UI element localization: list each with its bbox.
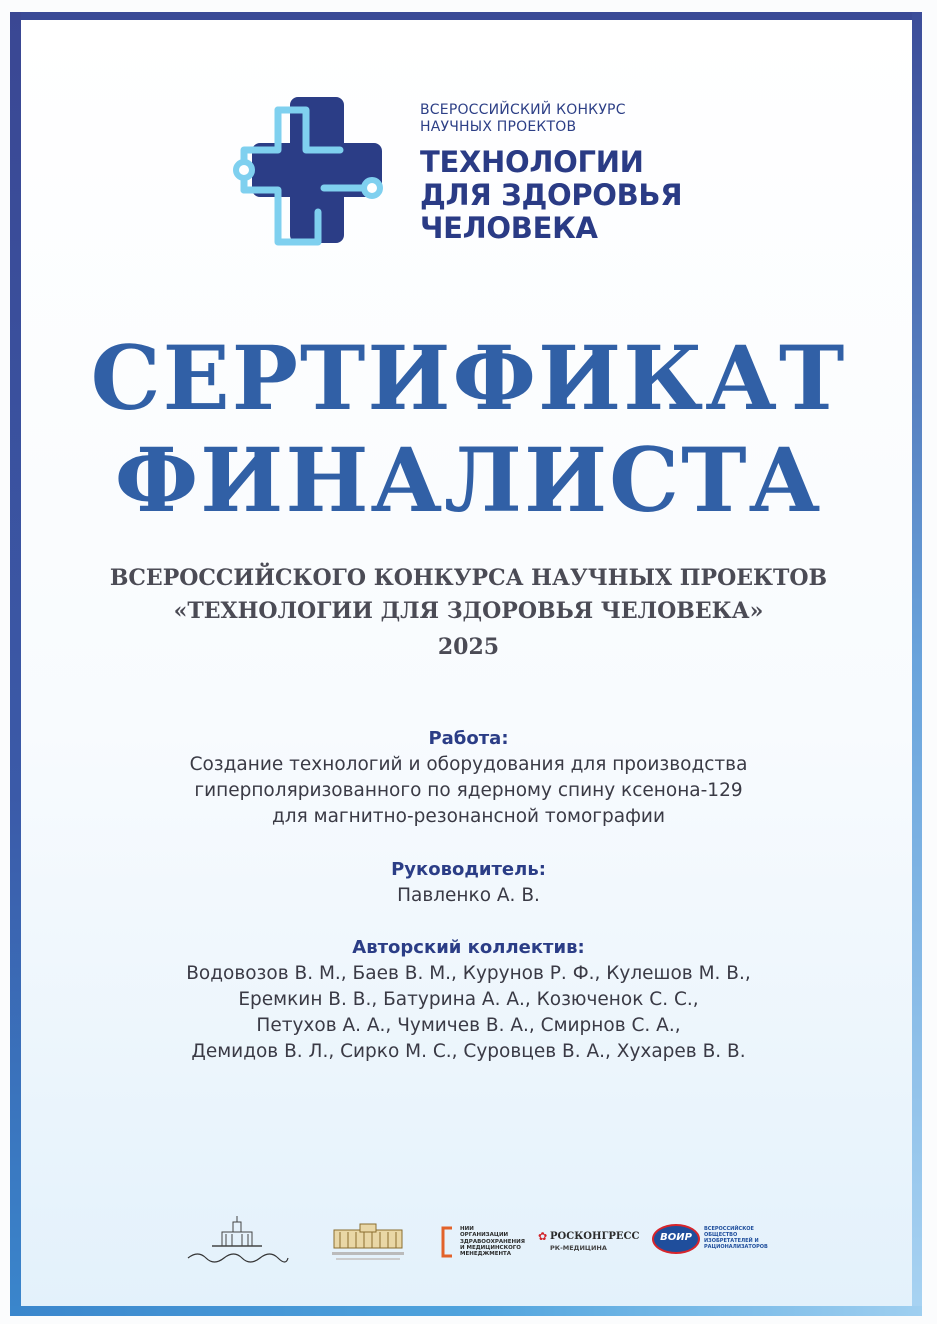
logo-title-line2: ДЛЯ ЗДОРОВЬЯ [420, 178, 683, 212]
work-line: Создание технологий и оборудования для производства [189, 754, 748, 775]
authors-line: Петухов А. А., Чумичев В. А., Смирнов С. А., [256, 1015, 681, 1036]
niio-text: НИИ [460, 1226, 474, 1232]
library-building-logo-icon [182, 1214, 292, 1270]
niio-logo [440, 1226, 530, 1262]
work-line: гиперполяризованного по ядерному спину ксенона-129 [194, 780, 743, 801]
voir-text: ОБЩЕСТВО [704, 1232, 738, 1238]
authors-section [40, 935, 897, 1065]
leader-section [40, 857, 897, 909]
institute-building-logo-icon [328, 1222, 408, 1266]
niio-text: МЕНЕДЖМЕНТА [460, 1251, 512, 1258]
frame-right-edge [912, 12, 922, 1316]
logo-subtitle-line1: ВСЕРОССИЙСКИЙ КОНКУРС [420, 102, 626, 118]
leader-label: Руководитель: [391, 859, 546, 880]
certificate-title-line2: ФИНАЛИСТА [114, 428, 823, 532]
contest-name-line2: «ТЕХНОЛОГИИ ДЛЯ ЗДОРОВЬЯ ЧЕЛОВЕКА» [173, 598, 764, 624]
voir-badge-text: ВОИР [660, 1232, 692, 1243]
niio-text: И МЕДИЦИНСКОГО [460, 1244, 521, 1251]
certificate-title-line1: СЕРТИФИКАТ [90, 326, 847, 430]
niio-bracket-icon [440, 1226, 456, 1258]
work-section [40, 726, 897, 830]
roscongress-name: РОСКОНГРЕСС [550, 1231, 640, 1242]
roscongress-sub: РК-МЕДИЦИНА [550, 1244, 607, 1252]
authors-line: Еремкин В. В., Батурина А. А., Козюченок С. С., [238, 989, 699, 1010]
logo-subtitle-line2: НАУЧНЫХ ПРОЕКТОВ [420, 119, 577, 135]
logo-title-line3: ЧЕЛОВЕКА [420, 211, 598, 245]
authors-line: Демидов В. Л., Сирко М. С., Суровцев В. А., Хухарев В. В. [191, 1041, 746, 1062]
authors-line: Водовозов В. М., Баев В. М., Курунов Р. Ф., Кулешов М. В., [186, 963, 751, 984]
medical-cross-logo-icon [228, 92, 388, 252]
voir-text: ВСЕРОССИЙСКОЕ [704, 1226, 754, 1232]
voir-text: РАЦИОНАЛИЗАТОРОВ [704, 1244, 768, 1250]
logo-title-line1: ТЕХНОЛОГИИ [420, 145, 644, 179]
authors-label: Авторский коллектив: [352, 937, 585, 958]
voir-logo [652, 1222, 768, 1258]
contest-name-line1: ВСЕРОССИЙСКОГО КОНКУРСА НАУЧНЫХ ПРОЕКТОВ [109, 565, 828, 591]
frame-bottom-edge [10, 1306, 922, 1316]
voir-text: ИЗОБРЕТАТЕЛЕЙ И [704, 1238, 759, 1244]
work-line: для магнитно-резонансной томографии [272, 806, 665, 827]
leader-name: Павленко А. В. [397, 885, 540, 906]
contest-logo-text [420, 102, 682, 245]
frame-left-edge [10, 12, 21, 1316]
roscongress-flower-icon: ✿ [538, 1230, 548, 1243]
roscongress-logo [538, 1230, 638, 1258]
niio-text: ЗДРАВООХРАНЕНИЯ [460, 1238, 525, 1245]
contest-year: 2025 [437, 634, 500, 660]
work-label: Работа: [428, 728, 509, 749]
niio-text: ОРГАНИЗАЦИИ [460, 1232, 509, 1239]
